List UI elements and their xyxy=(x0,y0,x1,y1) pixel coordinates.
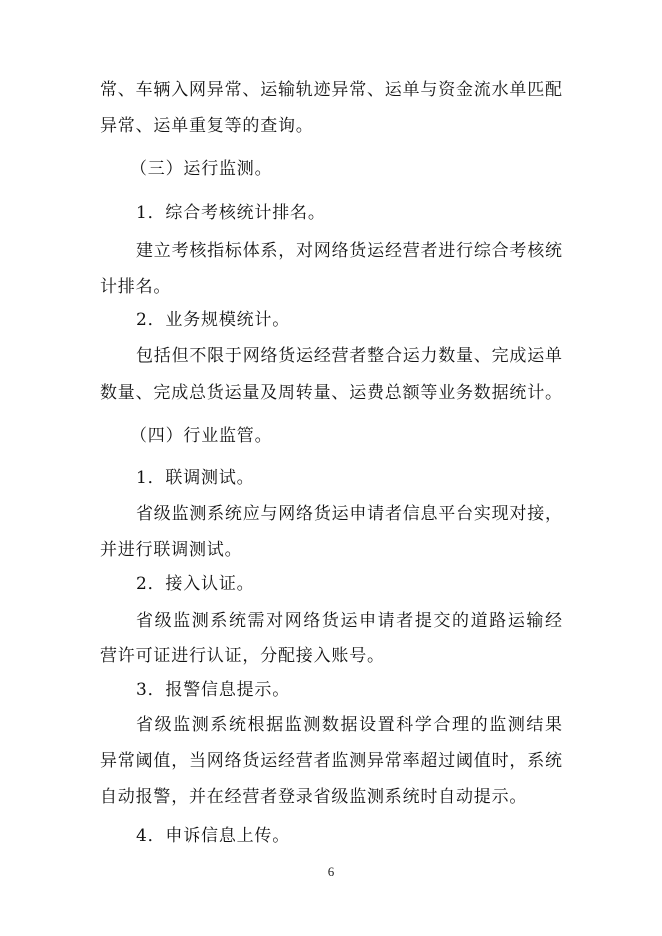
body-text-line: 数量、完成总货运量及周转量、运费总额等业务数据统计。 xyxy=(100,383,562,403)
body-text-line: 省级监测系统根据监测数据设置科学合理的监测结果 xyxy=(136,715,562,735)
body-text-line: 建立考核指标体系，对网络货运经营者进行综合考核统 xyxy=(136,241,562,261)
body-text-line: 省级监测系统应与网络货运申请者信息平台实现对接， xyxy=(136,504,562,524)
item-heading-joint-testing: 1．联调测试。 xyxy=(136,468,255,488)
section-heading-operation-monitoring: （三）运行监测。 xyxy=(130,159,273,179)
page-number: 6 xyxy=(327,864,335,879)
body-text-line: 计排名。 xyxy=(100,277,172,297)
body-text-line: 营许可证进行认证，分配接入账号。 xyxy=(100,646,385,666)
item-heading-ranking: 1．综合考核统计排名。 xyxy=(136,203,326,223)
body-text-line: 省级监测系统需对网络货运申请者提交的道路运输经 xyxy=(136,611,562,631)
body-text-line: 常、车辆入网异常、运输轨迹异常、运单与资金流水单匹配 xyxy=(100,80,562,100)
body-text-line: 自动报警，并在经营者登录省级监测系统时自动提示。 xyxy=(100,787,528,807)
body-text-line: 包括但不限于网络货运经营者整合运力数量、完成运单 xyxy=(136,346,562,366)
item-heading-appeal-upload: 4．申诉信息上传。 xyxy=(136,826,291,846)
item-heading-access-certification: 2．接入认证。 xyxy=(136,574,255,594)
item-heading-business-scale: 2．业务规模统计。 xyxy=(136,310,291,330)
body-text-line: 并进行联调测试。 xyxy=(100,540,243,560)
item-heading-alarm-prompt: 3．报警信息提示。 xyxy=(136,680,291,700)
section-heading-industry-supervision: （四）行业监管。 xyxy=(130,426,273,446)
body-text-line: 异常、运单重复等的查询。 xyxy=(100,116,314,136)
body-text-line: 异常阈值，当网络货运经营者监测异常率超过阈值时，系统 xyxy=(100,751,562,771)
